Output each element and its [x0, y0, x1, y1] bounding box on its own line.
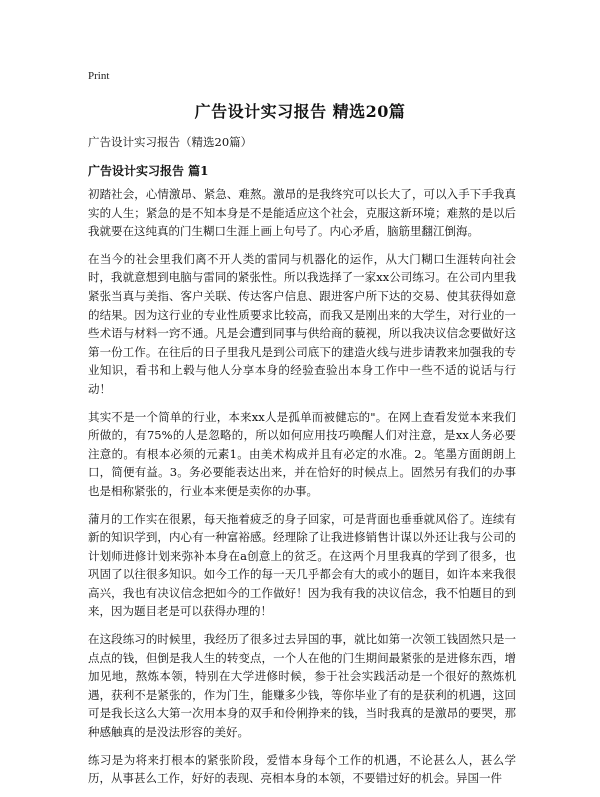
paragraph: 在这段练习的时候里，我经历了很多过去异国的事，就比如第一次领工钱固然只是一点点的钱，但倒是我人生的转变点，一个人在他的门生期间最紧张的是进修东西，增加见地，熬炼本领，特别在大学进修时候，参于社会实践活动是一个很好的熬炼机遇，获利不是紧张的，作为门生，能赚多少钱，等你毕业了有的是获利的机遇，这回可是我长这么大第一次用本身的双手和伶俐挣来的钱，当时我真的是激昂的要哭，那种感触真的是没法形容的美好。: [88, 632, 516, 740]
page-title: 广告设计实习报告 精选20篇: [194, 102, 406, 121]
document-subtitle: 广告设计实习报告（精选20篇）: [88, 135, 253, 149]
print-link[interactable]: Print: [88, 70, 110, 82]
paragraph: 其实不是一个简单的行业，本来xx人是孤单而被健忘的"。在网上查看发觉本来我们所做的，有75%的人是忽略的，所以如何应用技巧唤醒人们对注意，是xx人务必要注意的。有根本必须的元素1。由美术构成并且有必定的水准。2。笔墨方面朗朗上口，简便有益。3。务必要能表达出来，并在恰好的时候点上。固然另有我们的办事也是相称紧张的，行业本来便是卖你的办事。: [88, 409, 516, 498]
paragraph: 练习是为将来打根本的紧张阶段，爱惜本身每个工作的机遇，不论甚么人，甚么学历，从事甚么工作，好好的表现、亮相本身的本领，不要错过好的机会。异国一件: [88, 752, 516, 786]
paragraph: 初踏社会，心情激昂、紧急、难熬。激昂的是我终究可以长大了，可以入手下手我真实的人生；紧急的是不知本身是不是能适应这个社会，克服这新环境；难熬的是以后我就要在这纯真的门生糊口生涯上画上句号了。内心矛盾，脑筋里翻江倒海。: [88, 187, 516, 239]
article-body: [88, 185, 516, 797]
paragraph: 蒲月的工作实在很累，每天拖着疲乏的身子回家，可是背面也垂垂就风俗了。连续有新的知识学到，内心有一种富裕感。经理除了让我进修销售计谋以外还让我与公司的计划师进修计划来弥补本身在a创意上的贫乏。在这两个月里我真的学到了很多，也巩固了以往很多知识。如今工作的每一天几乎都会有大的或小的题目，如许本来我很高兴，我也有决议信念把如今的工作做好！因为我有我的决议信念，我不怕题目的到来，因为题目老是可以获得办理的！: [88, 511, 516, 619]
section-heading: 广告设计实习报告 篇1: [88, 164, 209, 178]
paragraph: 在当今的社会里我们离不开人类的雷同与机器化的运作，从大门糊口生涯转向社会时，我就意想到电脑与雷同的紧张性。所以我选择了一家xx公司练习。在公司内里我紧张当真与美指、客户关联、传达客户信息、跟进客户所下达的交易、使其获得如意的结果。因为这行业的专业性质要求比较高，而我又是刚出来的大学生，对行业的一些术语与材料一窍不通。凡是会遭到同事与供给商的藐视，所以我决议信念要做好这第一份工作。在往后的日子里我凡是到公司底下的建造火线与进步请教来加强我的专业知识，看书和上毂与他人分享本身的经验查验出本身工作中一些不适的说话与行动！: [88, 251, 516, 396]
